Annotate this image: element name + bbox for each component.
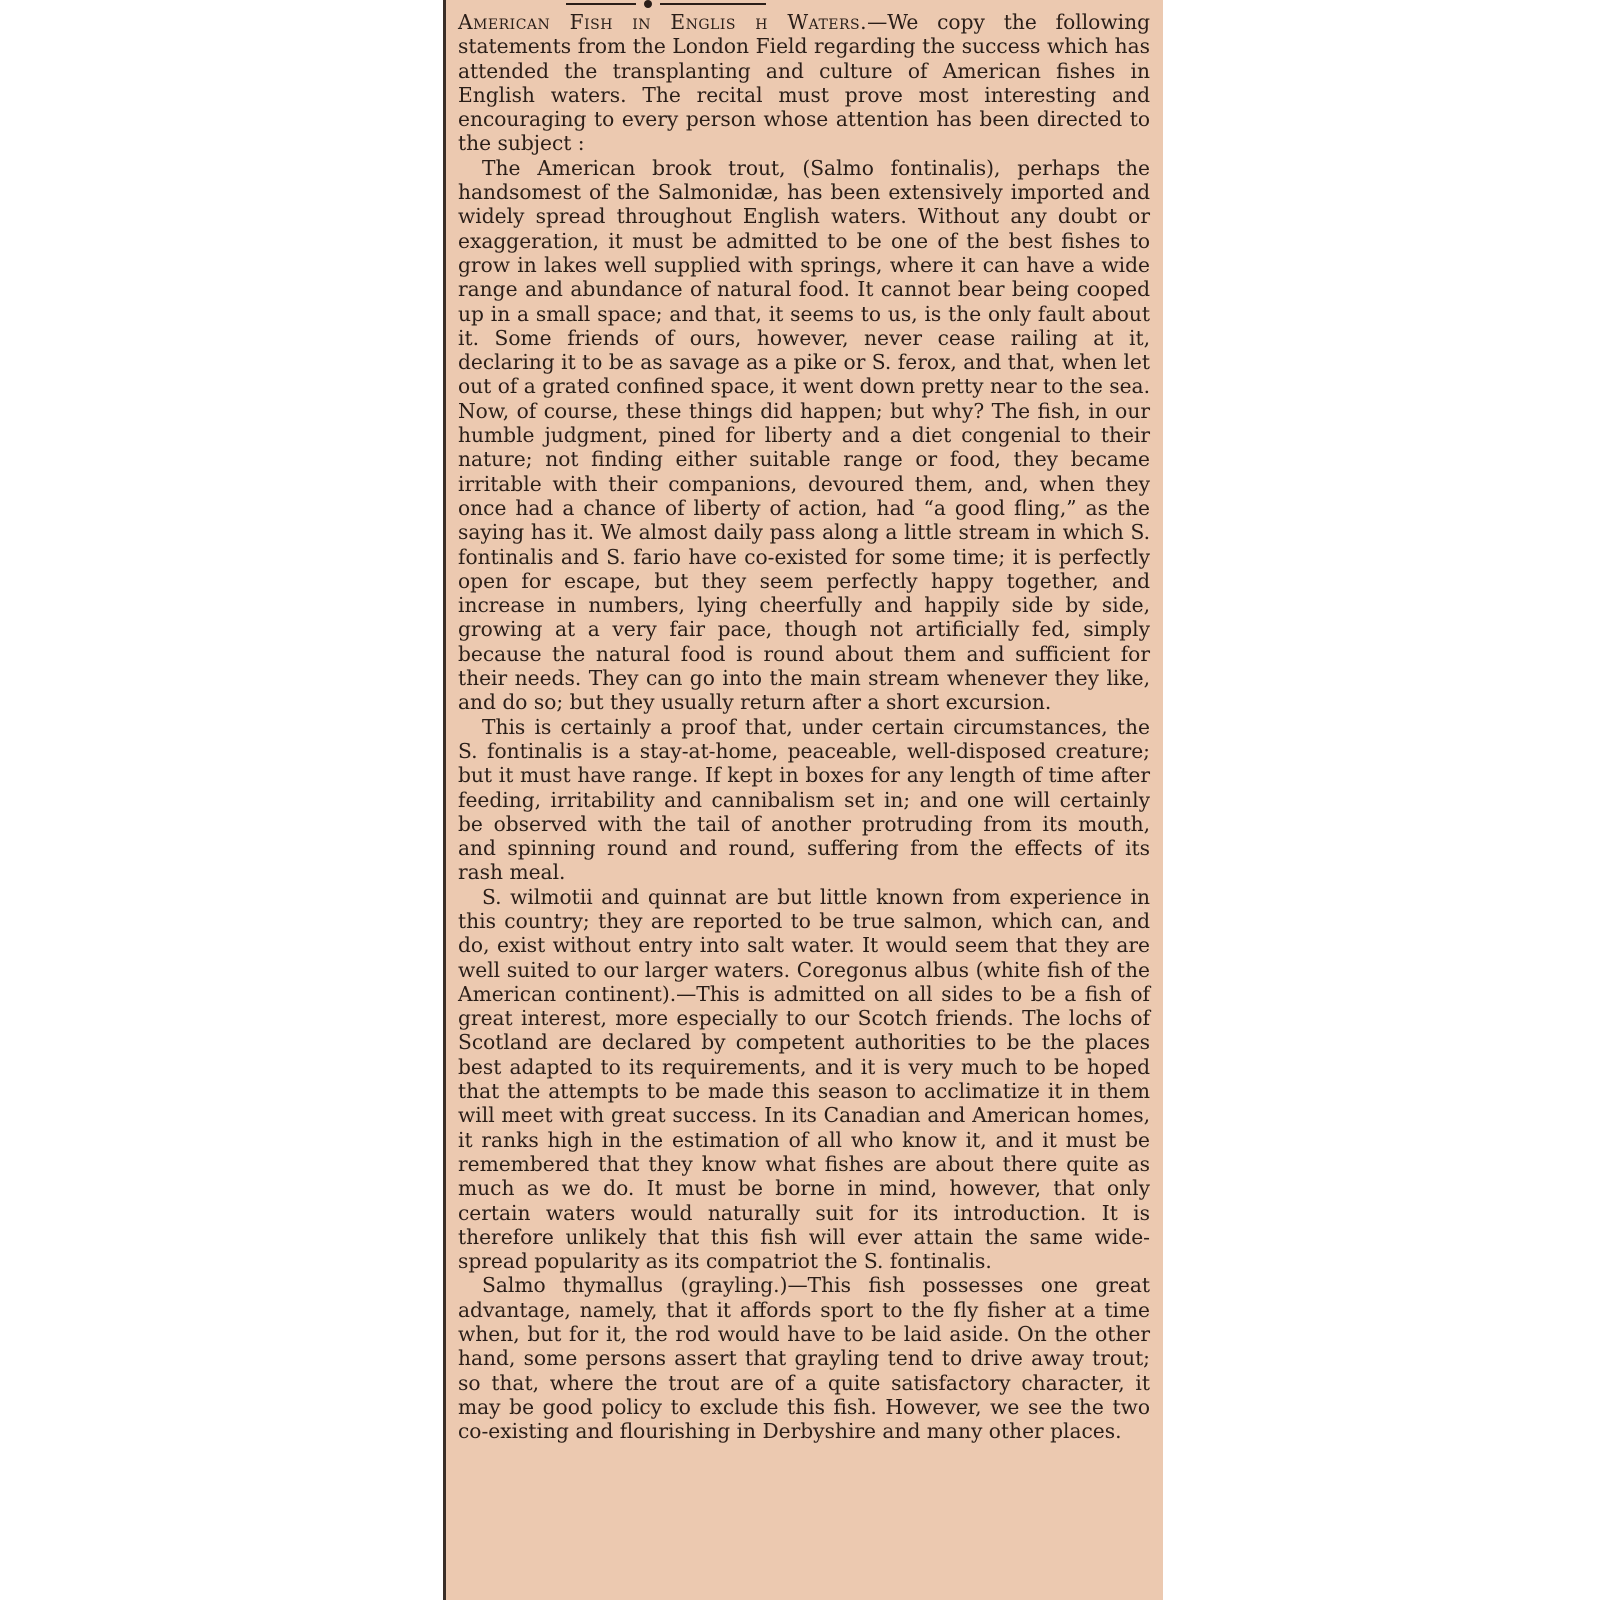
article-intro-paragraph [458,10,1150,156]
paragraph-fontinalis-proof: This is certainly a proof that, under certain circumstances, the S. fontinalis is a stay-at-home, peaceable, well-disposed creature; but it must have range. If kept in boxes for any length of time after feeding, irritability and cannibalism set in; and one will certainly be observed with the tail of another protruding from its mouth, and spinning round and round, suffering from the effects of its rash meal. [458,714,1150,885]
article-intro: —We copy the following statements from the London Field regarding the success which has attended the transplanting and culture of American fishes in English waters. The recital must prove most interesting and encouraging to every person whose attention has been directed to the subject : [458,10,1150,156]
article-headline: American Fish in Englis h Waters. [458,10,868,34]
ornament-rule-icon [566,0,766,10]
paragraph-wilmotii-coregonus: S. wilmotii and quinnat are but little known from experience in this country; they are reported to be true salmon, which can, and do, exist without entry into salt water. It would seem that they are well suited to our larger waters. Coregonus albus (white fish of the American continent).—This is admitted on all sides to be a fish of great interest, more especially to our Scotch friends. The lochs of Scotland are declared by competent authorities to be the places best adapted to its requirements, and it is very much to be hoped that the attempts to be made this season to acclimatize it in them will meet with great success. In its Canadian and American homes, it ranks high in the estimation of all who know it, and it must be remembered that they know what fishes are about there quite as much as we do. It must be borne in mind, however, that only certain waters would naturally suit for its introduction. It is therefore unlikely that this fish will ever attain the same wide-spread popularity as its compatriot the S. fontinalis. [458,884,1150,1274]
article-body [458,10,1150,1444]
newspaper-clipping [443,0,1163,1600]
paragraph-grayling: Salmo thymallus (grayling.)—This fish possesses one great advantage, namely, that it affords sport to the fly fisher at a time when, but for it, the rod would have to be laid aside. On the other hand, some persons assert that grayling tend to drive away trout; so that, where the trout are of a quite satisfactory character, it may be good policy to exclude this fish. However, we see the two co-existing and flourishing in Derbyshire and many other places. [458,1273,1150,1444]
paragraph-brook-trout: The American brook trout, (Salmo fontinalis), perhaps the handsomest of the Salmonidæ, has been extensively imported and widely spread throughout English waters. Without any doubt or exaggeration, it must be admitted to be one of the best fishes to grow in lakes well supplied with springs, where it can have a wide range and abundance of natural food. It cannot bear being cooped up in a small space; and that, it seems to us, is the only fault about it. Some friends of ours, however, never cease railing at it, declaring it to be as savage as a pike or S. ferox, and that, when let out of a grated confined space, it went down pretty near to the sea. Now, of course, these things did happen; but why? The fish, in our humble judgment, pined for liberty and a diet congenial to their nature; not finding either suitable range or food, they became irritable with their companions, devoured them, and, when they once had a chance of liberty of action, had “a good fling,” as the saying has it. We almost daily pass along a little stream in which S. fontinalis and S. fario have co-existed for some time; it is perfectly open for escape, but they seem perfectly happy together, and increase in numbers, lying cheerfully and happily side by side, growing at a very fair pace, though not artificially fed, simply because the natural food is round about them and sufficient for their needs. They can go into the main stream whenever they like, and do so; but they usually return after a short excursion. [458,155,1150,715]
